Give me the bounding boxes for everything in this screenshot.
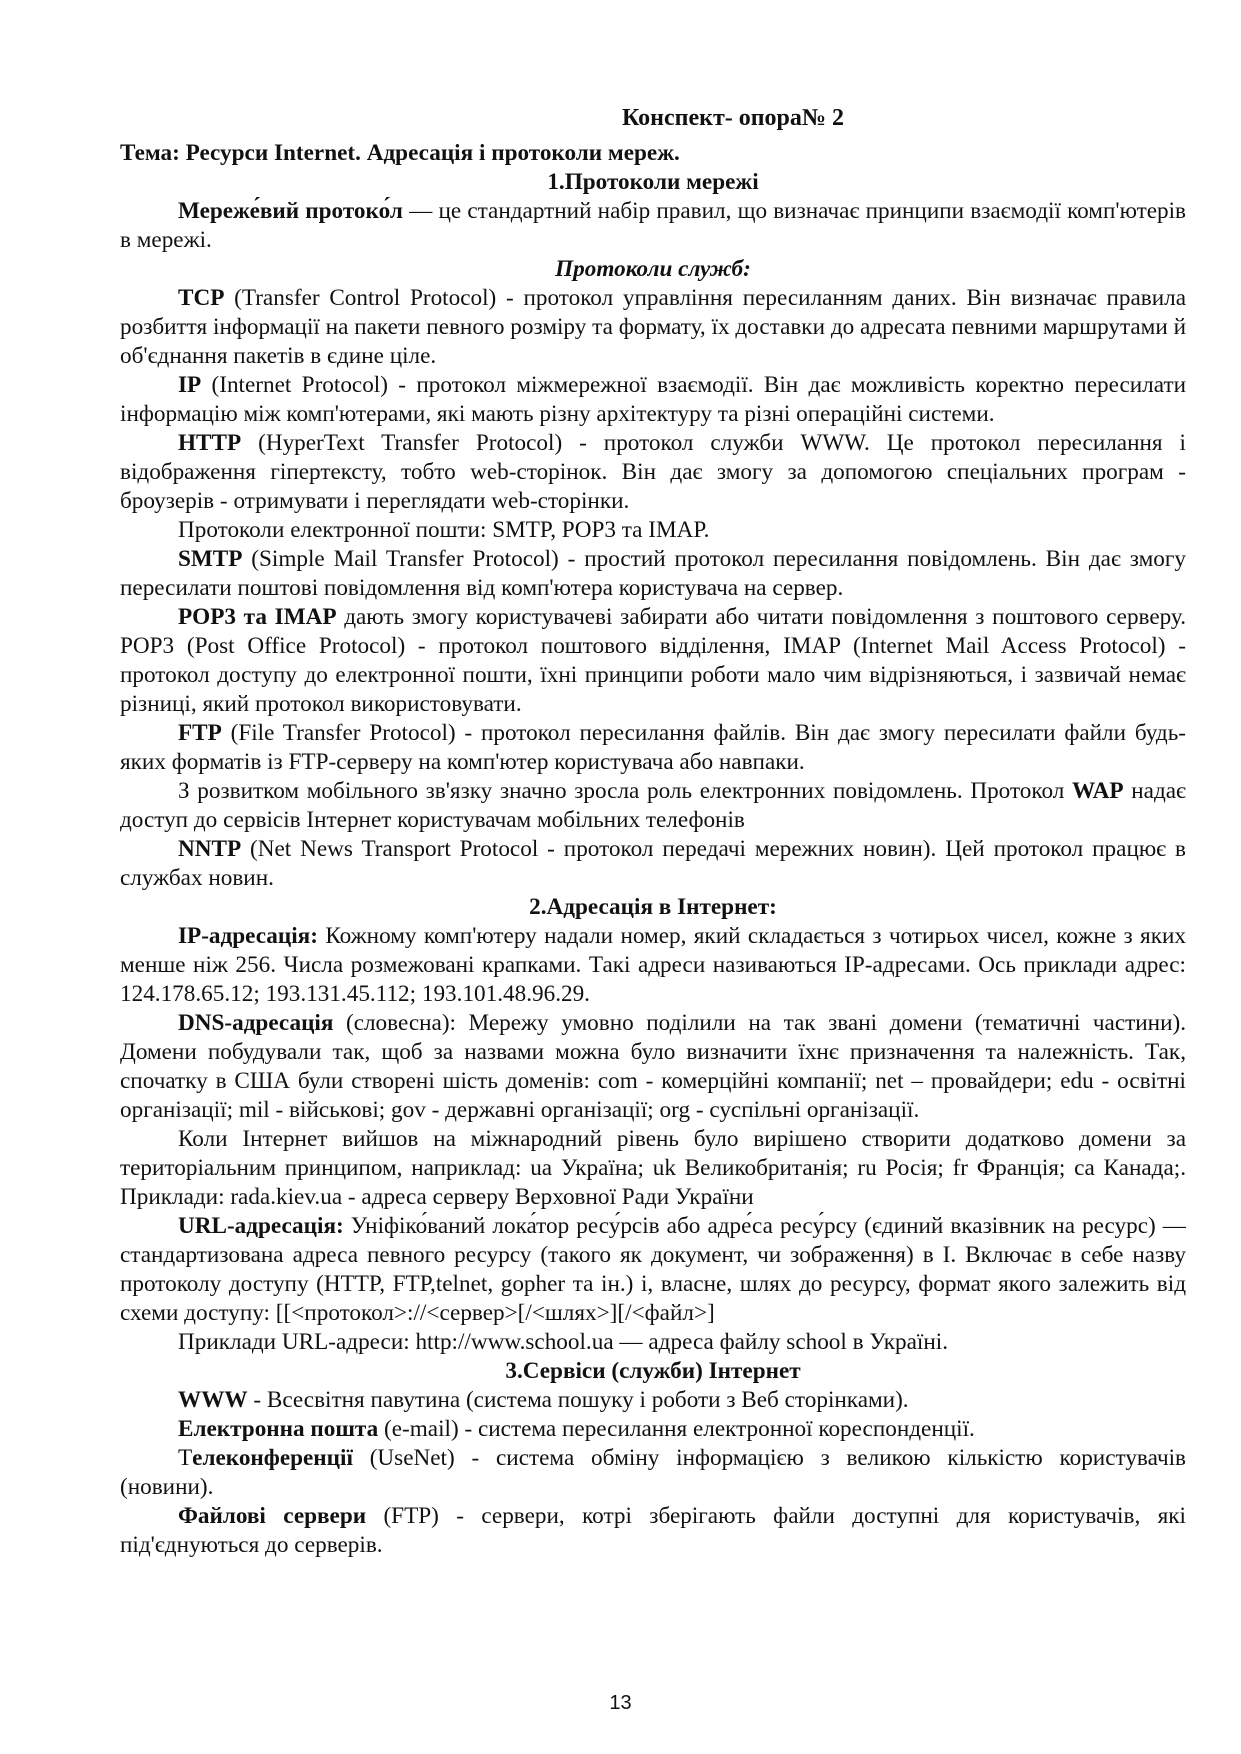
paragraph-ip-addressing: IP-адресація: Кожному комп'ютеру надали номер, який складається з чотирьох чисел, кожне з яких менше ніж 256. Числа розмежовані крапками. Такі адреси називаються IP-адресами. Ось приклади адрес: 124.178.65.12; 193.131.45.112; 193.101.48.96.29. [120,923,1186,1007]
paragraph-international-domains: Коли Інтернет вийшов на міжнародний рівень було вирішено створити додатково домени за територіальним принципом, наприклад: ua Україна; uk Великобританія; ru Росія; fr Франція; ca Канада;. Приклади: rada.kiev.ua - адреса серверу Верховної Ради України [120,1126,1186,1210]
term-file-servers: Файлові сервери [178,1503,367,1529]
section-2-heading: 2.Адресація в Інтернет: [529,894,777,920]
document-title: Конспект- опора№ 2 [621,105,845,131]
document-page [120,104,1186,1560]
term-network-protocol: Мереже́вий протоко́л [178,198,403,224]
term-teleconferences: елеконференції [192,1445,353,1471]
term-nntp: NNTP [178,836,242,862]
paragraph-teleconferences: Телеконференції (UseNet) - система обміну інформацією з великою кількістю користувачів (новини). [120,1445,1186,1500]
paragraph-smtp: SMTP (Simple Mail Transfer Protocol) - простий протокол пересилання повідомлень. Він дає змогу пересилати поштові повідомлення від комп'ютера користувача на сервер. [120,546,1186,601]
page-number: 13 [609,1692,632,1714]
term-pop3-imap: POP3 та IMAP [178,604,337,630]
term-smtp: SMTP [178,546,243,572]
paragraph-tcp: TCP (Transfer Control Protocol) - протокол управління пересиланням даних. Він визначає правила розбиття інформації на пакети певного розміру та формату, їх доставки до адресата певними маршрутами й об'єднання пакетів в єдине ціле. [120,285,1186,369]
paragraph-pop3-imap: POP3 та IMAP дають змогу користувачеві забирати або читати повідомлення з поштового серверу. POP3 (Post Office Protocol) - протокол поштового відділення, IMAP (Internet Mail Access Protocol) - протокол доступу до електронної пошти, їхні принципи роботи мало чим відрізняються, і зазвичай немає різниці, який протокол використовувати. [120,604,1186,717]
term-http: HTTP [178,430,242,456]
term-wap: WAP [1072,778,1124,804]
section-3-heading: 3.Сервіси (служби) Інтернет [505,1358,801,1384]
topic-line: Тема: Ресурси Internet. Адресація і протоколи мереж. [120,140,680,166]
paragraph-file-servers: Файлові сервери (FTP) - сервери, котрі зберігають файли доступні для користувачів, які під'єднуються до серверів. [120,1503,1186,1558]
section-1-heading: 1.Протоколи мережі [547,169,759,195]
paragraph-ip: IP (Internet Protocol) - протокол міжмережної взаємодії. Він дає можливість коректно пересилати інформацію між комп'ютерами, які мають різну архітектуру та різні операційні системи. [120,372,1186,427]
term-ip: IP [178,372,202,398]
paragraph-mail-protocols: Протоколи електронної пошти: SMTP, POP3 та IMAP. [178,517,710,543]
paragraph-url-example: Приклади URL-адреси: http://www.school.ua — адреса файлу school в Україні. [178,1329,948,1355]
term-tcp: TCP [178,285,225,311]
paragraph-www: WWW - Всесвітня павутина (система пошуку і роботи з Веб сторінками). [178,1387,909,1413]
term-email: Електронна пошта [178,1416,379,1442]
paragraph-email: Електронна пошта (e-mail) - система пересилання електронної кореспонденції. [178,1416,975,1442]
paragraph-http: HTTP (HyperText Transfer Protocol) - протокол служби WWW. Це протокол пересилання і відображення гіпертексту, тобто web-сторінок. Він дає змогу за допомогою спеціальних програм - броузерів - отримувати і переглядати web-сторінки. [120,430,1186,514]
term-www: WWW [178,1387,248,1413]
service-protocols-heading: Протоколи служб: [555,256,751,282]
paragraph-protocol-definition: Мереже́вий протоко́л — це стандартний набір правил, що визначає принципи взаємодії комп'ютерів в мережі. [120,198,1186,253]
term-ip-addressing: IP-адресація: [178,923,318,949]
paragraph-nntp: NNTP (Net News Transport Protocol - протокол передачі мережних новин). Цей протокол працює в службах новин. [120,836,1186,891]
paragraph-ftp: FTP (File Transfer Protocol) - протокол пересилання файлів. Він дає змогу пересилати файли будь-яких форматів із FTP-серверу на комп'ютер користувача або навпаки. [120,720,1186,775]
paragraph-url-addressing: URL-адресація: Уніфіко́ваний лока́тор ресу́рсів або адре́са ресу́рсу (єдиний вказівник на ресурс) — стандартизована адреса певного ресурсу (такого як документ, чи зображення) в І. Включає в себе назву протоколу доступу (HTTP, FTP,telnet, gopher та ін.) і, власне, шлях до ресурсу, формат якого залежить від схеми доступу: [[<протокол>://<сервер>[/<шлях>][/<файл>] [120,1213,1186,1326]
term-url-addressing: URL-адресація: [178,1213,344,1239]
term-ftp: FTP [178,720,222,746]
term-dns-addressing: DNS-адресація [178,1010,334,1036]
paragraph-dns-addressing: DNS-адресація (словесна): Мережу умовно поділили на так звані домени (тематичні частини). Домени побудували так, щоб за назвами можна було визначити їхнє призначення та належність. Так, спочатку в США були створені шість доменів: com - комерційні компанії; net – провайдери; edu - освітні організації; mil - військові; gov - державні організації; org - суспільні організації. [120,1010,1186,1123]
paragraph-wap: З розвитком мобільного зв'язку значно зросла роль електронних повідомлень. Протокол WAP надає доступ до сервісів Інтернет користувачам мобільних телефонів [120,778,1186,833]
